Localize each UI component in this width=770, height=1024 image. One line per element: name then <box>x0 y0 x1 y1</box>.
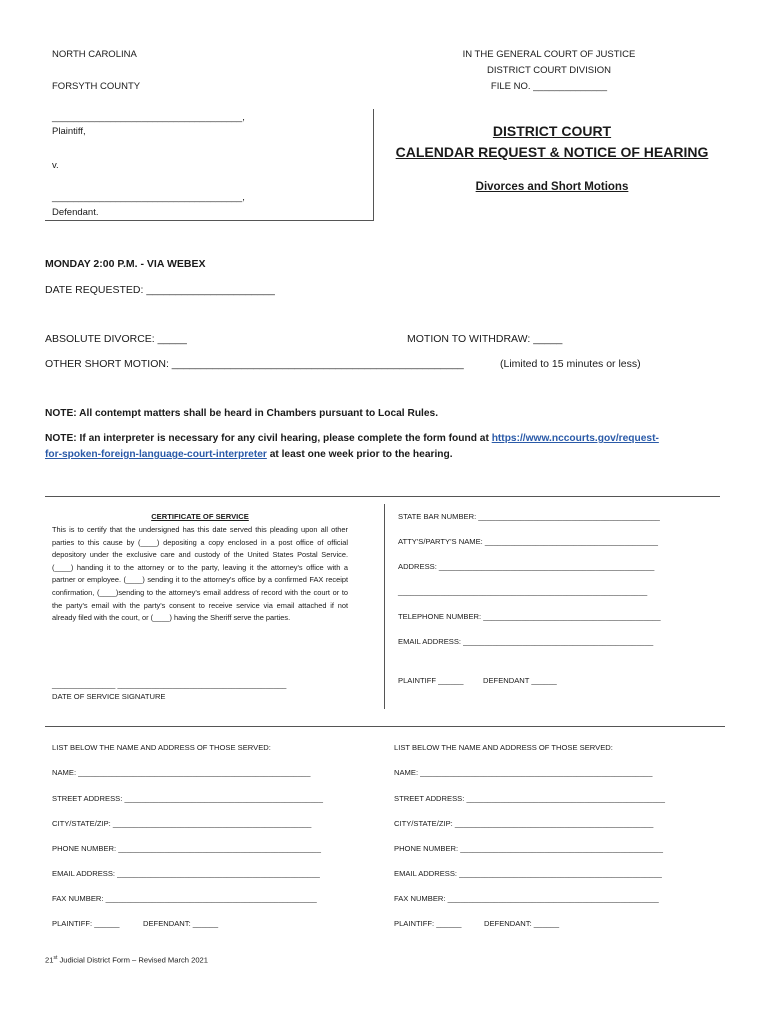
served-left-fax-field[interactable]: FAX NUMBER: __________________________________________________ <box>52 894 317 903</box>
served-left-city-field[interactable]: CITY/STATE/ZIP: _______________________________________________ <box>52 819 312 828</box>
served-right-plaintiff-field[interactable]: PLAINTIFF: ______ <box>394 919 462 928</box>
caption-bottom-rule <box>45 220 373 221</box>
defendant-label: Defendant. <box>52 207 99 218</box>
attorney-address-line-2[interactable]: ___________________________________________________________ <box>398 587 648 596</box>
county-label: FORSYTH COUNTY <box>52 81 141 92</box>
time-limit-note: (Limited to 15 minutes or less) <box>500 358 641 370</box>
form-title-line-2: CALENDAR REQUEST & NOTICE OF HEARING <box>395 144 709 160</box>
footer-text: Judicial District Form – Revised March 2021 <box>57 955 209 965</box>
served-left-street-field[interactable]: STREET ADDRESS: _______________________________________________ <box>52 794 323 803</box>
attorney-name-field[interactable]: ATTY'S/PARTY'S NAME: _________________________________________ <box>398 537 659 546</box>
versus-label: v. <box>52 160 59 171</box>
served-left-name-field[interactable]: NAME: _______________________________________________________ <box>52 768 311 777</box>
court-line-1: IN THE GENERAL COURT OF JUSTICE <box>462 49 636 60</box>
contempt-note: NOTE: All contempt matters shall be heard in Chambers pursuant to Local Rules. <box>45 408 439 419</box>
plaintiff-name-field[interactable]: ____________________________________, <box>52 112 245 123</box>
served-right-email-field[interactable]: EMAIL ADDRESS: ________________________________________________ <box>394 869 662 878</box>
footer-district-number: 21 <box>45 955 54 965</box>
served-left-plaintiff-field[interactable]: PLAINTIFF: ______ <box>52 919 120 928</box>
interpreter-link[interactable]: https://www.nccourts.gov/request- <box>491 433 659 444</box>
served-left-phone-field[interactable]: PHONE NUMBER: ________________________________________________ <box>52 844 321 853</box>
footer-ordinal-suffix: st <box>53 955 58 961</box>
served-left-defendant-field[interactable]: DEFENDANT: ______ <box>143 919 219 928</box>
certificate-divider <box>384 504 385 709</box>
file-number-field[interactable]: FILE NO. ______________ <box>490 81 608 92</box>
certificate-body: This is to certify that the undersigned has this date served this pleading upon all other parties to this cause by (____) depositing a copy enclosed in a post office of official depository under the exclusive care and custody of the United States Postal Service. (____) handing it to the attorney or to the party, leaving it the attorney's office with a partner or employee. (____) sending it to the attorney's office by a confirmed FAX receipt confirmation, (____)sending to the attorney's email address of record with the court or to the party's email with the party's consent to receive service via email attached if not already filed with the court, or (____) having the Sheriff serve the parties. <box>52 525 348 623</box>
footer-form-id <box>45 955 208 965</box>
served-right-heading: LIST BELOW THE NAME AND ADDRESS OF THOSE SERVED: <box>394 743 613 752</box>
attorney-telephone-field[interactable]: TELEPHONE NUMBER: __________________________________________ <box>398 612 661 621</box>
form-title-line-1: DISTRICT COURT <box>492 123 612 139</box>
served-left-heading: LIST BELOW THE NAME AND ADDRESS OF THOSE SERVED: <box>52 743 271 752</box>
interpreter-link-continued[interactable]: for-spoken-foreign-language-court-interpreter <box>45 449 267 460</box>
absolute-divorce-field[interactable]: ABSOLUTE DIVORCE: _____ <box>45 333 187 345</box>
attorney-defendant-field[interactable]: DEFENDANT ______ <box>483 676 557 685</box>
attorney-plaintiff-field[interactable]: PLAINTIFF ______ <box>398 676 464 685</box>
interpreter-note-continued <box>45 449 453 460</box>
plaintiff-label: Plaintiff, <box>52 126 86 137</box>
interpreter-note-text: NOTE: If an interpreter is necessary for any civil hearing, please complete the form found at <box>45 433 492 444</box>
date-requested-field[interactable]: DATE REQUESTED: ______________________ <box>45 284 275 296</box>
served-right-defendant-field[interactable]: DEFENDANT: ______ <box>484 919 560 928</box>
interpreter-note <box>45 433 659 444</box>
signature-field[interactable]: _______________ ________________________________________ <box>52 680 287 689</box>
signature-label: DATE OF SERVICE SIGNATURE <box>52 692 166 701</box>
interpreter-note-suffix: at least one week prior to the hearing. <box>266 449 453 460</box>
served-left-email-field[interactable]: EMAIL ADDRESS: ________________________________________________ <box>52 869 320 878</box>
served-right-phone-field[interactable]: PHONE NUMBER: ________________________________________________ <box>394 844 663 853</box>
state-bar-field[interactable]: STATE BAR NUMBER: ___________________________________________ <box>398 512 660 521</box>
caption-right-rule <box>373 109 374 221</box>
attorney-email-field[interactable]: EMAIL ADDRESS: _____________________________________________ <box>398 637 654 646</box>
motion-to-withdraw-field[interactable]: MOTION TO WITHDRAW: _____ <box>407 333 563 345</box>
defendant-name-field[interactable]: ____________________________________, <box>52 192 245 203</box>
served-right-city-field[interactable]: CITY/STATE/ZIP: _______________________________________________ <box>394 819 654 828</box>
served-right-street-field[interactable]: STREET ADDRESS: _______________________________________________ <box>394 794 665 803</box>
served-right-name-field[interactable]: NAME: _______________________________________________________ <box>394 768 653 777</box>
state-label: NORTH CAROLINA <box>52 49 137 60</box>
certificate-heading: CERTIFICATE OF SERVICE <box>151 512 249 521</box>
hearing-session: MONDAY 2:00 P.M. - VIA WEBEX <box>45 258 206 270</box>
other-short-motion-field[interactable]: OTHER SHORT MOTION: __________________________________________________ <box>45 358 464 370</box>
form-subtitle: Divorces and Short Motions <box>475 181 629 193</box>
served-right-fax-field[interactable]: FAX NUMBER: __________________________________________________ <box>394 894 659 903</box>
attorney-address-field[interactable]: ADDRESS: ___________________________________________________ <box>398 562 655 571</box>
served-section-rule <box>45 726 725 727</box>
section-rule <box>45 496 720 497</box>
court-line-2: DISTRICT COURT DIVISION <box>486 65 612 76</box>
